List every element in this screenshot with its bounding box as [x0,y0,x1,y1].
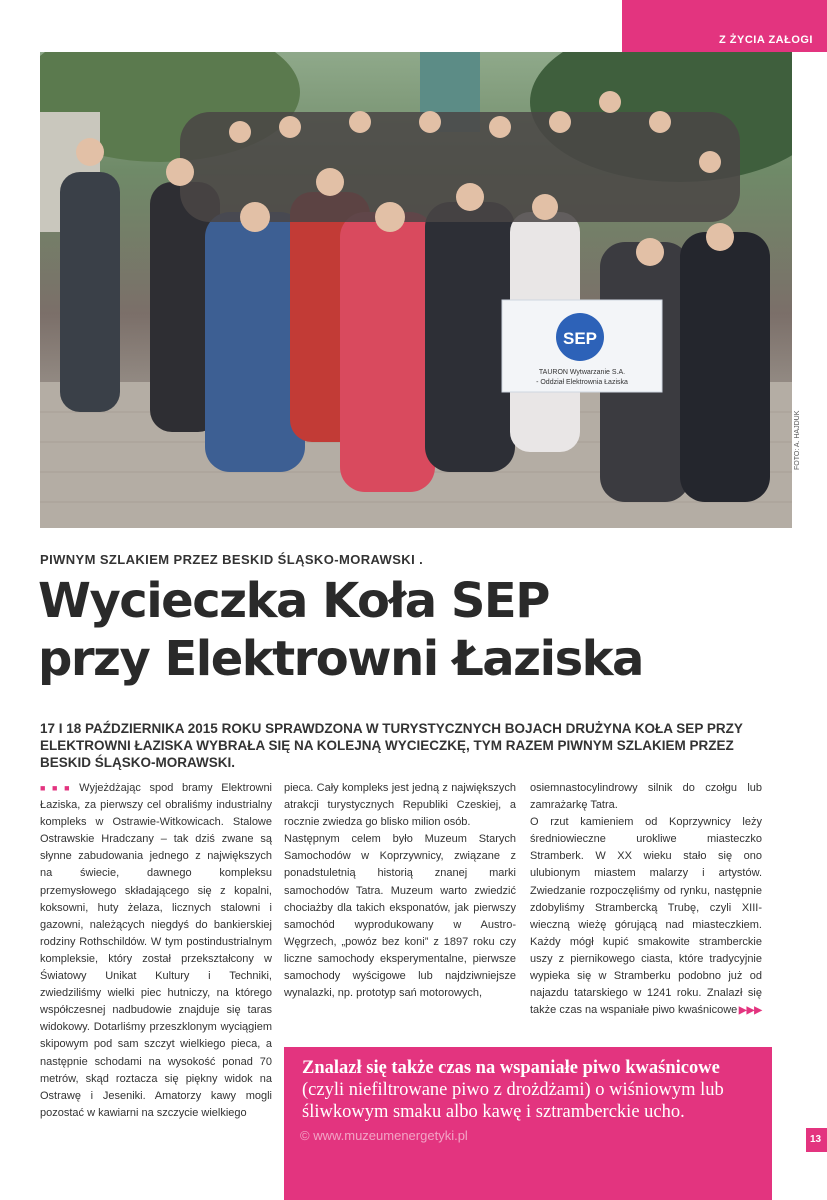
section-label: Z ŻYCIA ZAŁOGI [719,34,813,46]
article-title [38,572,798,688]
group-photo [40,52,792,528]
column-3-paragraph-1: osiemnastocylindrowy silnik do czołgu lub zamrażarkę Tatra. [530,782,762,812]
column-2-paragraph-1: pieca. Cały kompleks jest jedną z największych atrakcji turystycznych Republiki Czeskiej, a rocznie zwiedza go blisko milion osób. [284,782,516,829]
page-number-tab [806,1128,827,1152]
section-tab [622,0,827,52]
banner-line-1: TAURON Wytwarzanie S.A. [538,369,626,376]
article-column-2 [284,780,516,1002]
column-2-paragraph-2: Następnym celem było Muzeum Starych Samochodów w Koprzywnicy, związane z ponadstuletnią historią znanej marki samochodów Tatra. Muzeum warto zwiedzić chociażby dla takich eksponatów, jak pierwszy samochód wyprodukowany w Austro-Węgrzech, „powóz bez koni” z 1897 roku czy liczne samochody eksperymentalne, pierwsze samochody wyścigowe lub najdziwniejsze wynalazki, np. prototyp sań motorowych, [284,833,516,1000]
banner-line-2: - Oddział Elektrownia Łaziska [536,379,628,386]
column-3-paragraph-2: O rzut kamieniem od Koprzywnicy leży średniowieczne urokliwe miasteczko Stramberk. W XX wieku stało się ono ulubionym miastem malarzy i artystów. Zwiedzanie rozpoczęliśmy od rynku, następnie zdobyliśmy Strambercką Trubę, czyli XIII-wieczną wieżę górującą nad miasteczkiem. Każdy mógł kupić smakowite stramberckie uszy z piernikowego ciasta, które tradycyjnie wypieka się w Stramberku podobno już od najazdu tatarskiego w 1241 roku. Znalazł się także czas na wspaniałe piwo kwaśnicowe [530,816,762,1017]
banner-logo-text: SEP [562,329,598,348]
article-column-1 [40,780,272,1122]
article-column-3 [530,780,762,1019]
pull-quote [284,1047,772,1200]
page-number: 13 [810,1134,822,1145]
continued-arrow-icon: ▶▶▶ [738,1005,762,1017]
article-lead: 17 I 18 PAŹDZIERNIKA 2015 ROKU SPRAWDZONA W TURYSTYCZNYCH BOJACH DRUŻYNA KOŁA SEP PRZY ELEKTROWNI ŁAZISKA WYBRAŁA SIĘ NA KOLEJNĄ WYCIECZKĘ, TYM RAZEM PIWNYM SZLAKIEM PRZEZ BESKID ŚLĄSKO-MORAWSKI. [40,721,743,770]
paragraph-marker-icon: ■■■ [40,783,77,793]
article-title-line-1: Wycieczka Koła SEP [38,573,549,629]
pull-quote-rest: (czyli niefiltrowane piwo z drożdżami) o wiśniowym lub śliwkowym smaku albo kawę i sztramberckie ucho. [302,1080,724,1122]
column-1-text: Wyjeżdżając spod bramy Elektrowni Łaziska, za pierwszy cel obraliśmy industrialny kompleks w Ostrawie-Witkowicach. Stalowe Ostrawskie Hradczany – tak dziś zwane są słynne zabudowania jednego z największych na świecie, dawnego kompleksu przemysłowego składającego się z kopalni, koksowni, huty żelaza, licznych stalowni i gazowni, należących niegdyś do bankierskiej rodziny Rothschildów. W tym postindustrialnym kompleksie, który został przekształcony w Światowy Unikat Kultury i Techniki, zwiedziliśmy wielki piec hutniczy, na którego współczesnej nadbudowie znajduje się taras widokowy. Dotarliśmy przeszklonym wyciągiem skipowym pod sam szczyt wielkiego pieca, a następnie schodami na wysokość ponad 70 metrów, skąd roztacza się piękny widok na Ostrawę i Jeseniki. Amatorzy kawy mogli pozostać w kawiarni na szczycie wielkiego [40,782,272,1119]
photo-credit: FOTO: A. HAJDUK [794,410,801,470]
watermark: © www.muzeumenergetyki.pl [300,1128,468,1143]
group-photo-illustration [40,52,792,528]
article-title-line-2: przy Elektrowni Łaziska [38,631,643,687]
pull-quote-bold: Znalazł się także czas na wspaniałe piwo kwaśnicowe [302,1058,720,1078]
article-kicker: PIWNYM SZLAKIEM PRZEZ BESKID ŚLĄSKO-MORAWSKI . [40,552,424,567]
